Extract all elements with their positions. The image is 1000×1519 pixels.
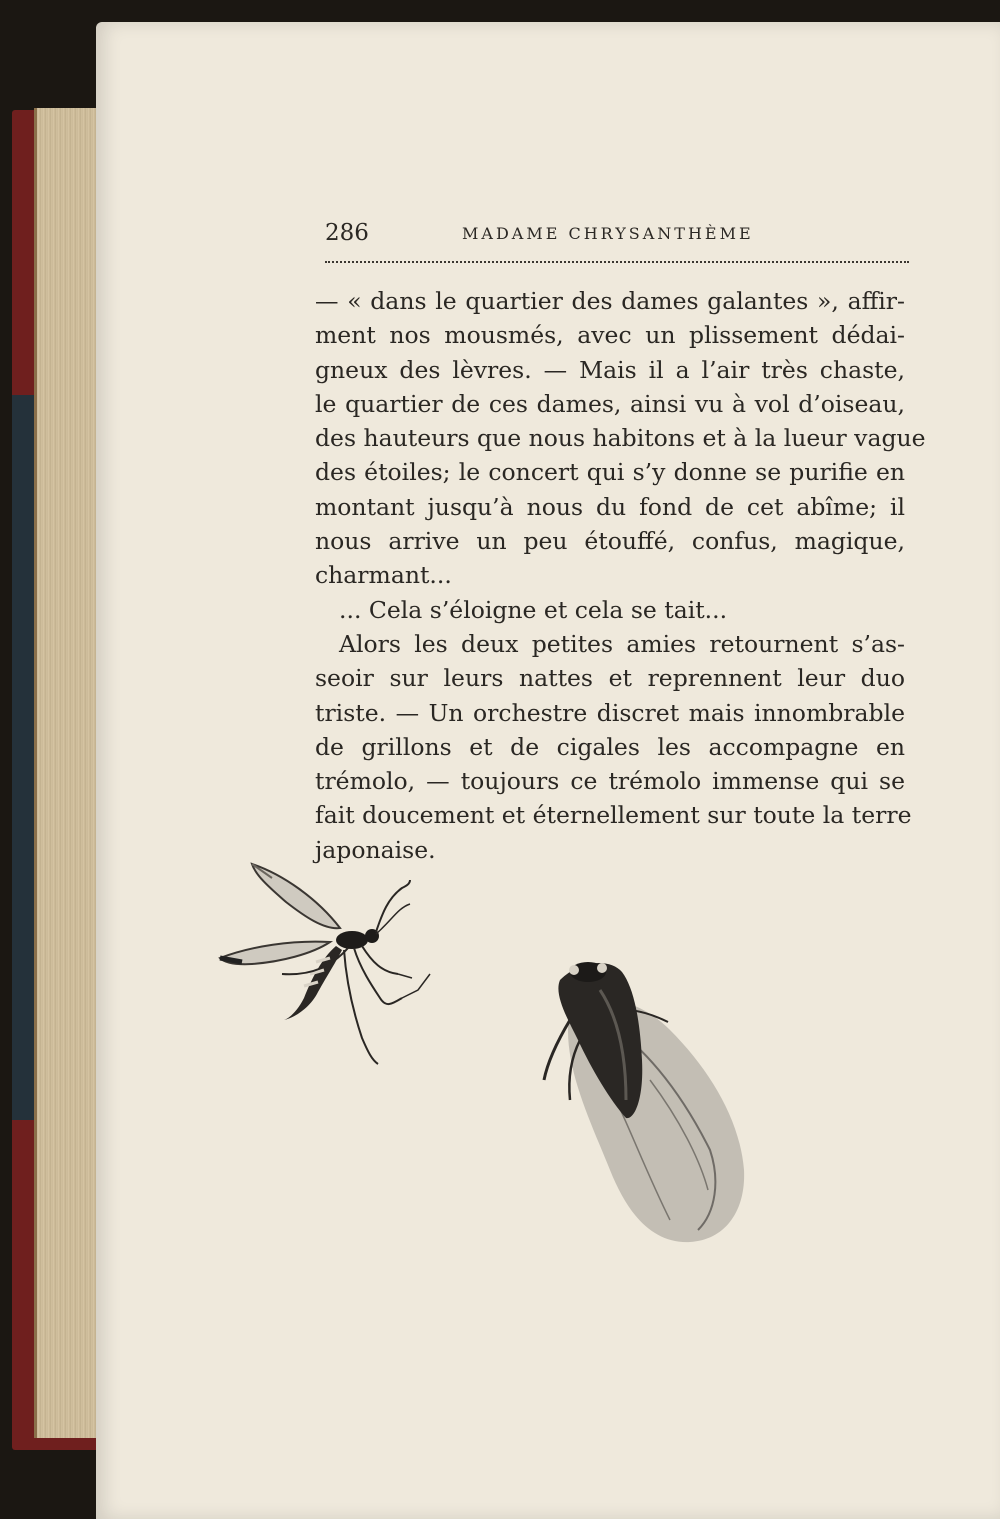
text-line: montant jusqu’à nous du fond de cet abîme; il <box>315 492 905 521</box>
page-header <box>325 220 907 250</box>
text-line: Alors les deux petites amies retournent s’as- <box>339 629 905 658</box>
text-line: seoir sur leurs nattes et reprennent leur duo <box>315 664 905 693</box>
text-line: gneux des lèvres. — Mais il a l’air très chaste, <box>315 355 905 384</box>
header-rule <box>325 261 909 263</box>
text-line: trémolo, — toujours ce trémolo immense qui se <box>315 767 905 796</box>
cicada-illustration <box>530 950 760 1260</box>
paragraph-1 <box>315 284 926 593</box>
text-line: ment nos mousmés, avec un plissement dédai- <box>315 321 905 350</box>
text-line: triste. — Un orchestre discret mais innombrable <box>315 698 905 727</box>
text-line: — « dans le quartier des dames galantes », affir- <box>315 287 905 315</box>
text-line: le quartier de ces dames, ainsi vu à vol d’oiseau, <box>315 389 905 418</box>
wasp-illustration <box>212 858 442 1068</box>
text-line: des hauteurs que nous habitons et à la lueur vague <box>315 424 926 453</box>
text-line: charmant... <box>315 561 452 590</box>
page-number: 286 <box>325 220 369 246</box>
text-line: nous arrive un peu étouffé, confus, magique, <box>315 527 905 556</box>
body-text <box>315 284 926 867</box>
text-line: fait doucement et éternellement sur toute la terre <box>315 801 912 830</box>
text-line: ... Cela s’éloigne et cela se tait... <box>339 595 728 624</box>
text-line: japonaise. <box>315 835 436 864</box>
page-edges <box>34 108 103 1438</box>
paragraph-2 <box>315 593 905 627</box>
text-line: des étoiles; le concert qui s’y donne se purifie en <box>315 458 905 487</box>
text-line: de grillons et de cigales les accompagne en <box>315 732 905 761</box>
paragraph-3 <box>315 627 912 867</box>
running-title: MADAME CHRYSANTHÈME <box>462 224 754 243</box>
